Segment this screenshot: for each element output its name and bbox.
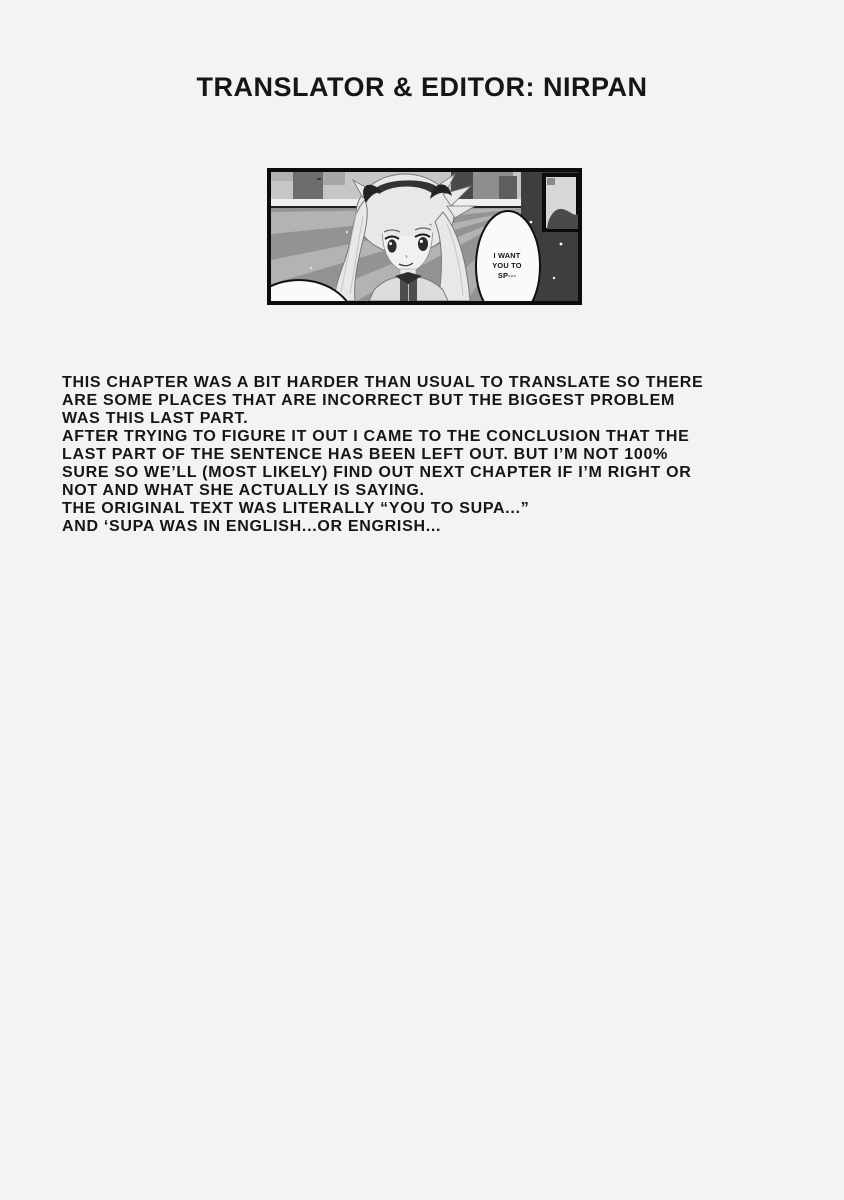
- manga-panel: [267, 168, 582, 305]
- speech-bubble-line-2: YOU TO: [492, 261, 522, 270]
- note-line: WAS THIS LAST PART.: [62, 410, 249, 427]
- note-line: LAST PART OF THE SENTENCE HAS BEEN LEFT OUT. BUT I’M NOT 100%: [62, 446, 668, 463]
- translator-notes: [62, 374, 703, 536]
- inset-panel: [544, 175, 578, 230]
- note-line: AFTER TRYING TO FIGURE IT OUT I CAME TO THE CONCLUSION THAT THE: [62, 428, 690, 445]
- speech-bubble-line-3: SP---: [497, 271, 517, 280]
- note-line: THE ORIGINAL TEXT WAS LITERALLY “YOU TO SUPA...”: [62, 500, 530, 517]
- page-title: TRANSLATOR & EDITOR: NIRPAN: [196, 72, 648, 102]
- note-line: AND ‘SUPA WAS IN ENGLISH...OR ENGRISH...: [62, 518, 442, 535]
- note-line: THIS CHAPTER WAS A BIT HARDER THAN USUAL TO TRANSLATE SO THERE: [62, 374, 704, 391]
- speech-bubble-line-1: I WANT: [493, 251, 521, 260]
- manga-panel-image: [271, 172, 578, 301]
- note-line: NOT AND WHAT SHE ACTUALLY IS SAYING.: [62, 482, 425, 499]
- note-line: SURE SO WE’LL (MOST LIKELY) FIND OUT NEXT CHAPTER IF I’M RIGHT OR: [62, 464, 692, 481]
- note-line: ARE SOME PLACES THAT ARE INCORRECT BUT THE BIGGEST PROBLEM: [62, 392, 676, 409]
